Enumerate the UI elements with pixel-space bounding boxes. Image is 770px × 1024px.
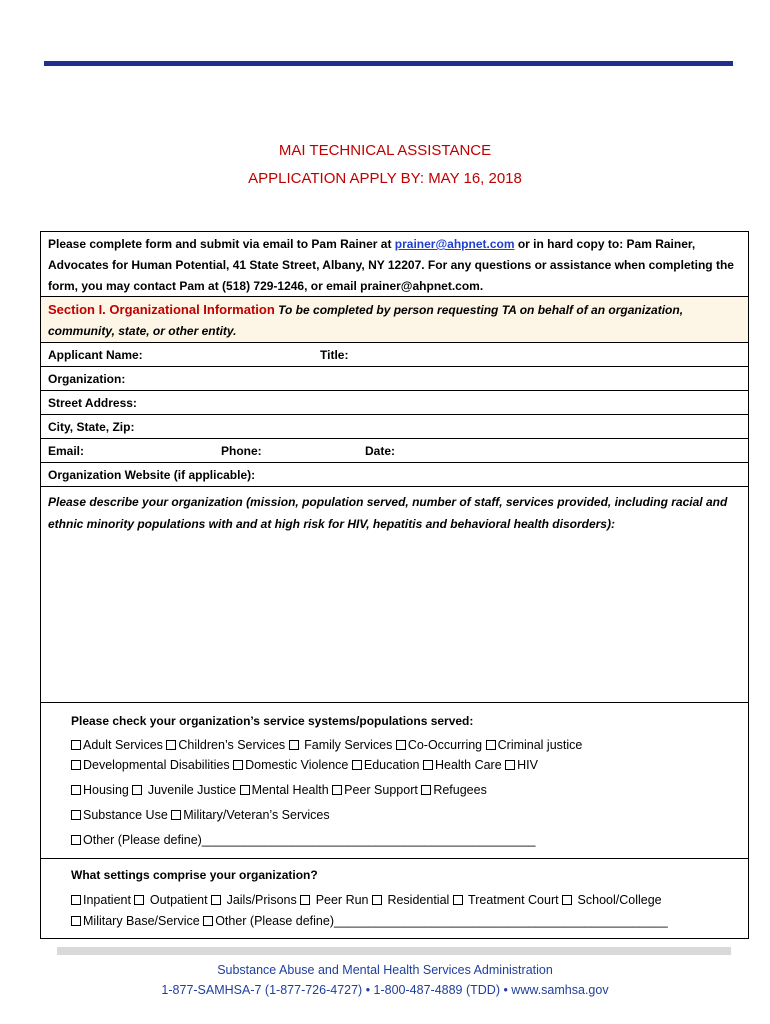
city-state-zip-field[interactable]: City, State, Zip: (41, 415, 748, 439)
checkbox-settings-other[interactable]: Other (Please define)________________________________________________ (203, 914, 668, 928)
checkbox-adult-services[interactable]: Adult Services (71, 738, 163, 752)
services-heading: Please check your organization’s service systems/populations served: (71, 714, 474, 728)
checkbox-peer-run[interactable]: Peer Run (300, 893, 368, 907)
email-label: Email: (48, 444, 85, 458)
title-label: Title: (320, 348, 349, 362)
checkbox-family-services[interactable]: Family Services (289, 738, 393, 752)
instructions: Please complete form and submit via email to Pam Rainer at prainer@ahpnet.com or in hard copy to: Pam Rainer, Advocates for Human Potential, 41 State Street, Albany, NY 12207. For any questions or assistance when completing the form, you may contact Pam at (518) 729-1246, or email prainer@ahpnet.com. (41, 232, 748, 297)
checkbox-treatment-court[interactable]: Treatment Court (453, 893, 559, 907)
settings-heading: What settings comprise your organization? (71, 868, 318, 882)
checkbox-substance-use[interactable]: Substance Use (71, 808, 168, 822)
website-field[interactable]: Organization Website (if applicable): (41, 463, 748, 487)
section-note: To be completed by person requesting TA on behalf of an organization, community, state, or other entity. (48, 303, 684, 338)
checkbox-childrens-services[interactable]: Children’s Services (166, 738, 285, 752)
organization-field[interactable]: Organization: (41, 367, 748, 391)
checkbox-school-college[interactable]: School/College (562, 893, 662, 907)
checkbox-education[interactable]: Education (352, 758, 420, 772)
applicant-row[interactable] (41, 343, 748, 367)
section-header (41, 297, 748, 343)
service-systems-section (41, 703, 748, 859)
checkbox-refugees[interactable]: Refugees (421, 783, 487, 797)
checkbox-outpatient[interactable]: Outpatient (134, 893, 207, 907)
header-rule (44, 61, 733, 66)
contact-row[interactable] (41, 439, 748, 463)
street-address-field[interactable]: Street Address: (41, 391, 748, 415)
footer-rule (57, 947, 731, 955)
application-form (40, 231, 749, 939)
description-prompt: Please describe your organization (mission, population served, number of staff, services provided, including racial and ethnic minority populations with and at high risk for HIV, hepatitis and behavioral health disorders): (48, 495, 728, 531)
checkbox-mental-health[interactable]: Mental Health (240, 783, 329, 797)
checkbox-services-other[interactable]: Other (Please define)________________________________________________ (71, 833, 536, 847)
checkbox-jails-prisons[interactable]: Jails/Prisons (211, 893, 297, 907)
applicant-name-label: Applicant Name: (48, 348, 143, 362)
footer-contact: 1-877-SAMHSA-7 (1-877-726-4727) • 1-800-487-4889 (TDD) • www.samhsa.gov (161, 983, 609, 997)
description-field[interactable] (41, 487, 748, 703)
checkbox-criminal-justice[interactable]: Criminal justice (486, 738, 583, 752)
phone-label: Phone: (221, 444, 262, 458)
checkbox-hiv[interactable]: HIV (505, 758, 538, 772)
footer-agency: Substance Abuse and Mental Health Services Administration (217, 963, 553, 977)
checkbox-developmental-disabilities[interactable]: Developmental Disabilities (71, 758, 230, 772)
checkbox-peer-support[interactable]: Peer Support (332, 783, 418, 797)
checkbox-juvenile-justice[interactable]: Juvenile Justice (132, 783, 236, 797)
form-title: MAI TECHNICAL ASSISTANCE (278, 142, 492, 159)
checkbox-housing[interactable]: Housing (71, 783, 129, 797)
settings-section (41, 859, 748, 938)
section-title: Section I. Organizational Information (48, 302, 275, 317)
checkbox-domestic-violence[interactable]: Domestic Violence (233, 758, 348, 772)
date-label: Date: (365, 444, 396, 458)
checkbox-military-veterans-services[interactable]: Military/Veteran’s Services (171, 808, 329, 822)
checkbox-military-base[interactable]: Military Base/Service (71, 914, 200, 928)
email-link[interactable]: prainer@ahpnet.com (394, 237, 515, 251)
checkbox-residential[interactable]: Residential (372, 893, 449, 907)
checkbox-health-care[interactable]: Health Care (423, 758, 502, 772)
checkbox-inpatient[interactable]: Inpatient (71, 893, 131, 907)
apply-by-date: APPLICATION APPLY BY: MAY 16, 2018 (248, 170, 522, 187)
checkbox-co-occurring[interactable]: Co-Occurring (396, 738, 482, 752)
